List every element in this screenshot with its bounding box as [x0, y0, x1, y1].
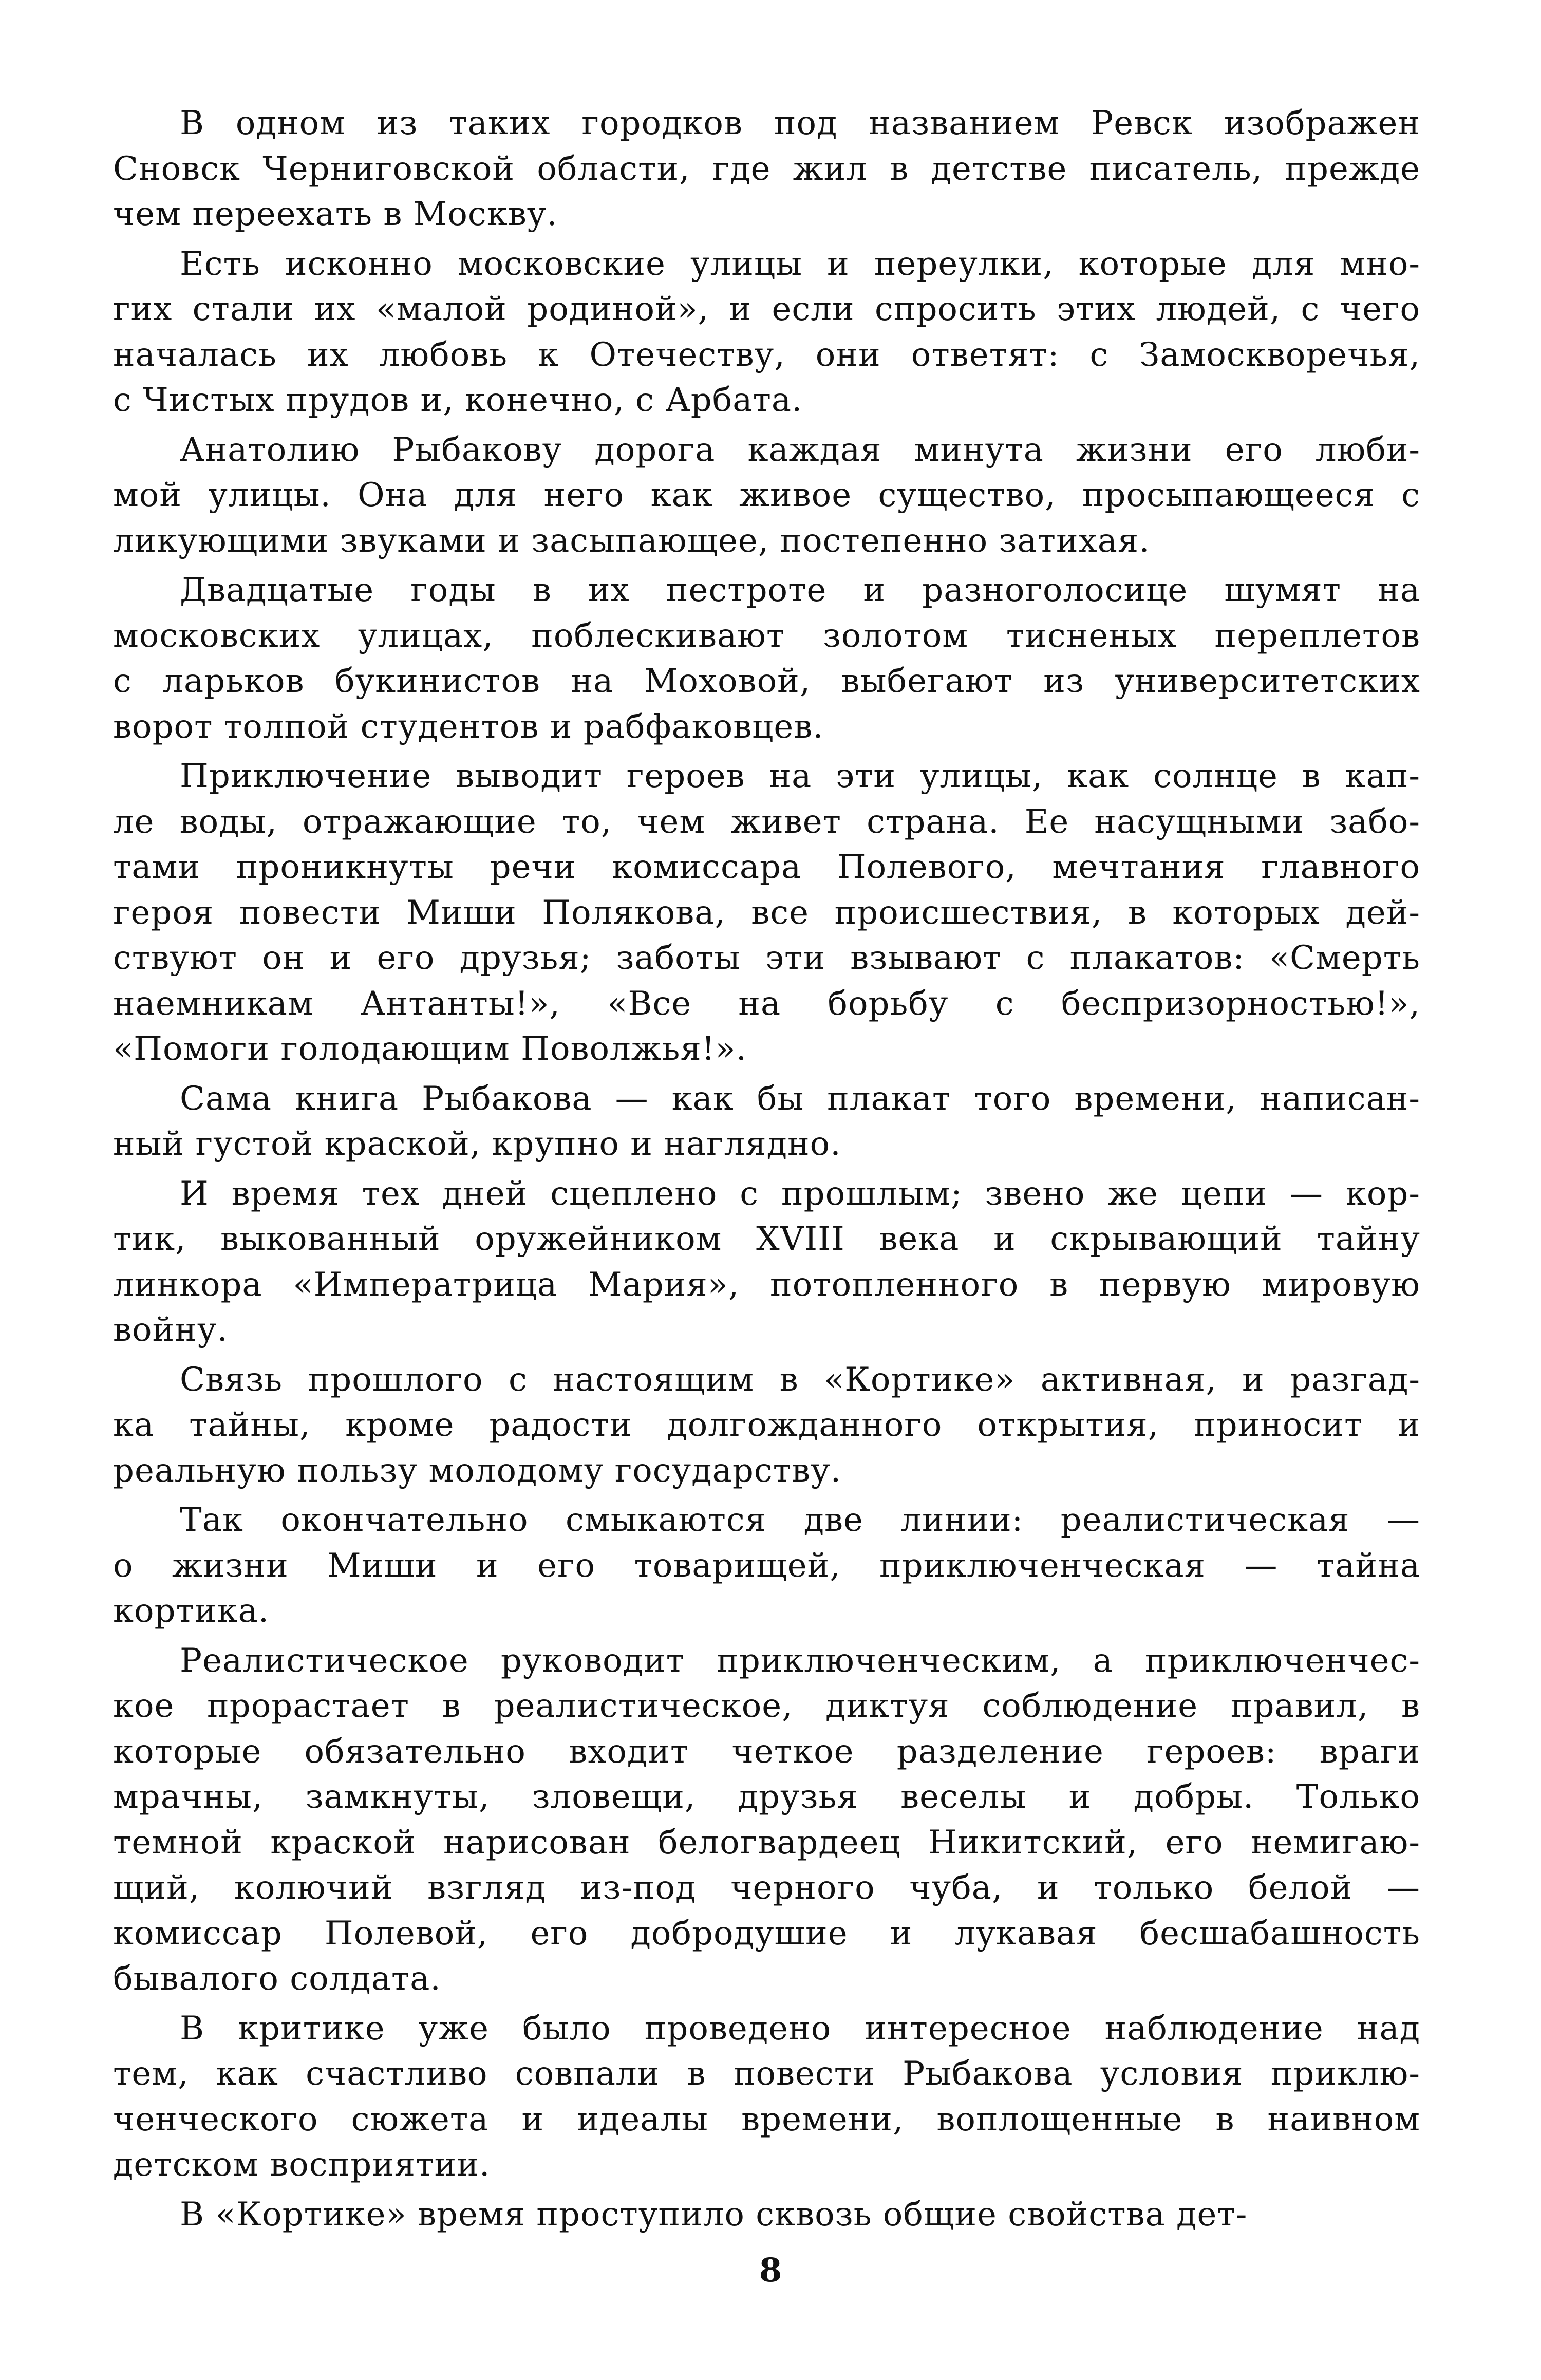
text-line: Сама книга Рыбакова — как бы плакат того времени, написан-	[180, 1079, 1420, 1118]
paragraph-gap	[113, 1634, 1420, 1638]
paragraph-gap	[113, 749, 1420, 754]
text-line: с Чистых прудов и, конечно, с Арбата.	[113, 381, 803, 419]
text-line: мой улицы. Она для него как живое существо, просыпающееся с	[113, 476, 1420, 514]
text-line: В одном из таких городков под названием Ревск изображен	[180, 104, 1420, 142]
paragraph-gap	[113, 2002, 1420, 2006]
paragraph	[113, 1638, 1420, 2002]
text-line: комиссар Полевой, его добродушие и лукавая бесшабашность	[113, 1914, 1420, 1953]
paragraph	[113, 1076, 1420, 1167]
text-line: московских улицах, поблескивают золотом тисненых переплетов	[113, 616, 1420, 655]
text-line: Есть исконно московские улицы и переулки, которые для мно-	[180, 245, 1420, 283]
text-line: тем, как счастливо совпали в повести Рыбакова условия приклю-	[113, 2055, 1420, 2093]
text-line: реальную пользу молодому государству.	[113, 1451, 842, 1490]
text-line: Приключение выводит героев на эти улицы, как солнце в кап-	[180, 757, 1420, 795]
text-line: наемникам Антанты!», «Все на борьбу с беспризорностью!»,	[113, 984, 1420, 1023]
text-line: ченческого сюжета и идеалы времени, воплощенные в наивном	[113, 2100, 1420, 2139]
paragraph-gap	[113, 2188, 1420, 2192]
text-line: кое прорастает в реалистическое, диктуя соблюдение правил, в	[113, 1687, 1420, 1725]
text-line: войну.	[113, 1311, 228, 1349]
paragraph-gap	[113, 1072, 1420, 1076]
text-line: темной краской нарисован белогвардеец Никитский, его немигаю-	[113, 1823, 1420, 1862]
page-number: 8	[759, 2251, 782, 2290]
text-line: ка тайны, кроме радости долгожданного открытия, приносит и	[113, 1406, 1420, 1444]
text-line: Сновск Черниговской области, где жил в детстве писатель, прежде	[113, 149, 1420, 188]
paragraph	[113, 241, 1420, 423]
text-line: ворот толпой студентов и рабфаковцев.	[113, 707, 824, 746]
text-line: В «Кортике» время проступило сквозь общие свойства дет-	[180, 2195, 1248, 2234]
body-text	[113, 101, 1420, 2237]
text-line: с ларьков букинистов на Моховой, выбегают из университетских	[113, 662, 1420, 700]
text-line: Так окончательно смыкаются две линии: реалистическая —	[180, 1501, 1420, 1539]
paragraph	[113, 1171, 1420, 1353]
text-line: началась их любовь к Отечеству, они ответят: с Замоскворечья,	[113, 335, 1420, 374]
paragraph	[113, 754, 1420, 1072]
text-line: щий, колючий взгляд из-под черного чуба, и только белой —	[113, 1869, 1420, 1907]
paragraph-gap	[113, 1353, 1420, 1357]
paragraph-gap	[113, 1167, 1420, 1171]
text-line: кортика.	[113, 1592, 270, 1630]
text-line: о жизни Миши и его товарищей, приключенческая — тайна	[113, 1546, 1420, 1585]
paragraph	[113, 1357, 1420, 1494]
text-line: В критике уже было проведено интересное наблюдение над	[180, 2009, 1420, 2048]
text-line: ствуют он и его друзья; заботы эти взывают с плакатов: «Смерть	[113, 939, 1420, 977]
paragraph	[113, 1497, 1420, 1634]
text-line: тик, выкованный оружейником XVIII века и скрывающий тайну	[113, 1220, 1420, 1258]
text-line: И время тех дней сцеплено с прошлым; звено же цепи — кор-	[180, 1174, 1420, 1213]
paragraph-gap	[113, 423, 1420, 427]
text-line: ле воды, отражающие то, чем живет страна. Ее насущными забо-	[113, 802, 1420, 841]
paragraph-gap	[113, 1493, 1420, 1497]
text-line: Анатолию Рыбакову дорога каждая минута жизни его люби-	[180, 430, 1420, 469]
text-line: героя повести Миши Полякова, все происшествия, в которых дей-	[113, 893, 1420, 932]
paragraph-gap	[113, 237, 1420, 241]
text-line: которые обязательно входит четкое разделение героев: враги	[113, 1732, 1420, 1771]
text-line: бывалого солдата.	[113, 1960, 441, 1998]
text-line: Двадцатые годы в их пестроте и разноголосице шумят на	[180, 571, 1420, 609]
text-line: чем переехать в Москву.	[113, 195, 558, 233]
paragraph	[113, 2192, 1420, 2238]
paragraph	[113, 2006, 1420, 2188]
text-line: детском восприятии.	[113, 2146, 491, 2184]
text-line: ный густой краской, крупно и наглядно.	[113, 1125, 841, 1163]
text-line: Реалистическое руководит приключенческим, а приключенчес-	[180, 1641, 1420, 1680]
paragraph	[113, 427, 1420, 564]
paragraph-gap	[113, 564, 1420, 568]
text-line: линкора «Императрица Мария», потопленного в первую мировую	[113, 1265, 1420, 1304]
paragraph	[113, 568, 1420, 749]
text-line: «Помоги голодающим Поволжья!».	[113, 1030, 747, 1068]
text-line: тами проникнуты речи комиссара Полевого, мечтания главного	[113, 848, 1420, 886]
text-line: мрачны, замкнуты, зловещи, друзья веселы и добры. Только	[113, 1778, 1420, 1816]
paragraph	[113, 101, 1420, 237]
text-line: гих стали их «малой родиной», и если спросить этих людей, с чего	[113, 290, 1420, 328]
text-line: ликующими звуками и засыпающее, постепенно затихая.	[113, 521, 1150, 560]
text-line: Связь прошлого с настоящим в «Кортике» активная, и разгад-	[180, 1360, 1420, 1399]
